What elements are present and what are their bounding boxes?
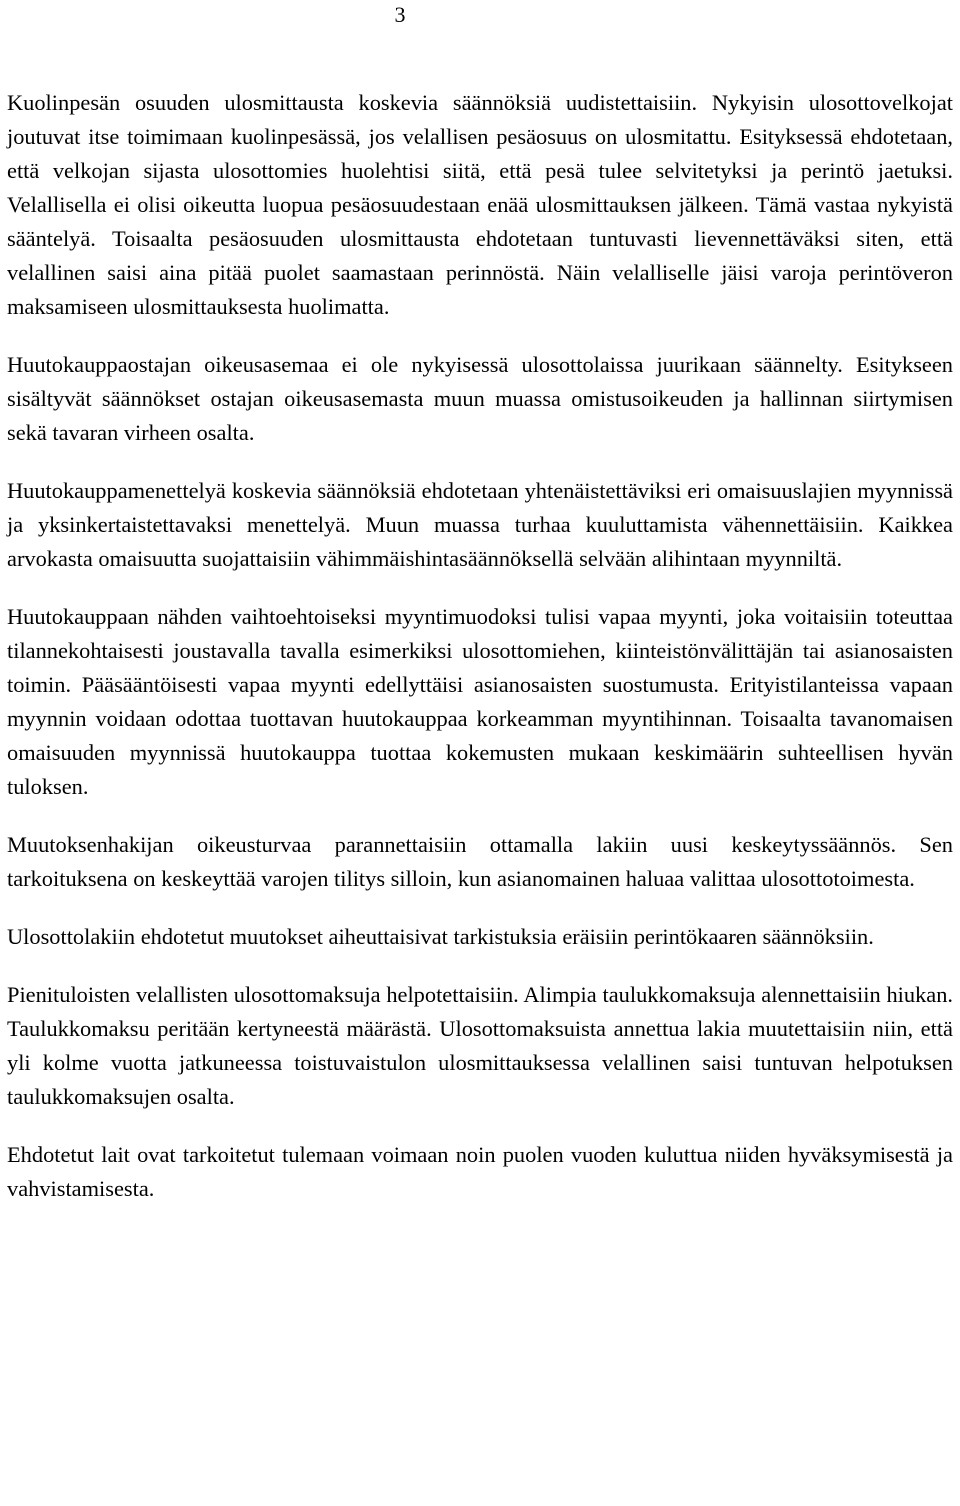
paragraph-estate-share-distraint: Kuolinpesän osuuden ulosmittausta koskevia säännöksiä uudistettaisiin. Nykyisin ulosottovelkojat joutuvat itse toimimaan kuolinpesässä, jos velallisen pesäosuus on ulosmitattu. Esityksessä ehdotetaan, että velkojan sijasta ulosottomies huolehtisi siitä, että pesä tulee selvitetyksi ja perintö jaetuksi. Velallisella ei olisi oikeutta luopua pesäosuudestaan enää ulosmittauksen jälkeen. Tämä vastaa nykyistä sääntelyä. Toisaalta pesäosuuden ulosmittausta ehdotetaan tuntuvasti lievennettäväksi siten, että velallinen saisi aina pitää puolet saamastaan perinnöstä. Näin velalliselle jäisi varoja perintöveron maksamiseen ulosmittauksesta huolimatta. [7, 90, 953, 319]
paragraph-enforcement-fees: Pienituloisten velallisten ulosottomaksuja helpotettaisiin. Alimpia taulukkomaksuja alennettaisiin hiukan. Taulukkomaksu peritään kertyneestä määrästä. Ulosottomaksuista annettua lakia muutettaisiin niin, että yli kolme vuotta jatkuneessa toistuvaistulon ulosmittauksessa velallinen saisi tuntuvan helpotuksen taulukkomaksujen osalta. [7, 982, 953, 1109]
paragraph-free-sale: Huutokauppaan nähden vaihtoehtoiseksi myyntimuodoksi tulisi vapaa myynti, joka voitaisiin toteuttaa tilannekohtaisesti joustavalla tavalla esimerkiksi ulosottomiehen, kiinteistönvälittäjän tai asianosaisten toimin. Pääsääntöisesti vapaa myynti edellyttäisi asianosaisten suostumusta. Erityistilanteissa vapaan myynnin voidaan odottaa tuottavan huutokauppaa korkeamman myyntihinnan. Toisaalta tavanomaisen omaisuuden myynnissä huutokauppa tuottaa kokemusten mukaan keskimäärin suhteellisen hyvän tuloksen. [7, 604, 953, 799]
page-number: 3 [394, 2, 406, 27]
document-body [7, 86, 953, 1206]
paragraph-appeal-suspension: Muutoksenhakijan oikeusturvaa parannettaisiin ottamalla lakiin uusi keskeytyssäännös. Sen tarkoituksena on keskeyttää varojen tilitys silloin, kun asianomainen haluaa valittaa ulosottotoimesta. [7, 832, 953, 891]
paragraph-entry-into-force: Ehdotetut lait ovat tarkoitetut tulemaan voimaan noin puolen vuoden kuluttua niiden hyväksymisestä ja vahvistamisesta. [7, 1142, 953, 1201]
paragraph-auction-buyer-rights: Huutokauppaostajan oikeusasemaa ei ole nykyisessä ulosottolaissa juurikaan säännelty. Esitykseen sisältyvät säännökset ostajan oikeusasemasta muun muassa omistusoikeuden ja hallinnan siirtymisen sekä tavaran virheen osalta. [7, 352, 953, 445]
paragraph-auction-procedure: Huutokauppamenettelyä koskevia säännöksiä ehdotetaan yhtenäistettäviksi eri omaisuuslajien myynnissä ja yksinkertaistettavaksi menettelyä. Muun muassa turhaa kuuluttamista vähennettäisiin. Kaikkea arvokasta omaisuutta suojattaisiin vähimmäishintasäännöksellä selvään alihintaan myynniltä. [7, 478, 953, 571]
paragraph-inheritance-code: Ulosottolakiin ehdotetut muutokset aiheuttaisivat tarkistuksia eräisiin perintökaaren säännöksiin. [7, 924, 874, 949]
